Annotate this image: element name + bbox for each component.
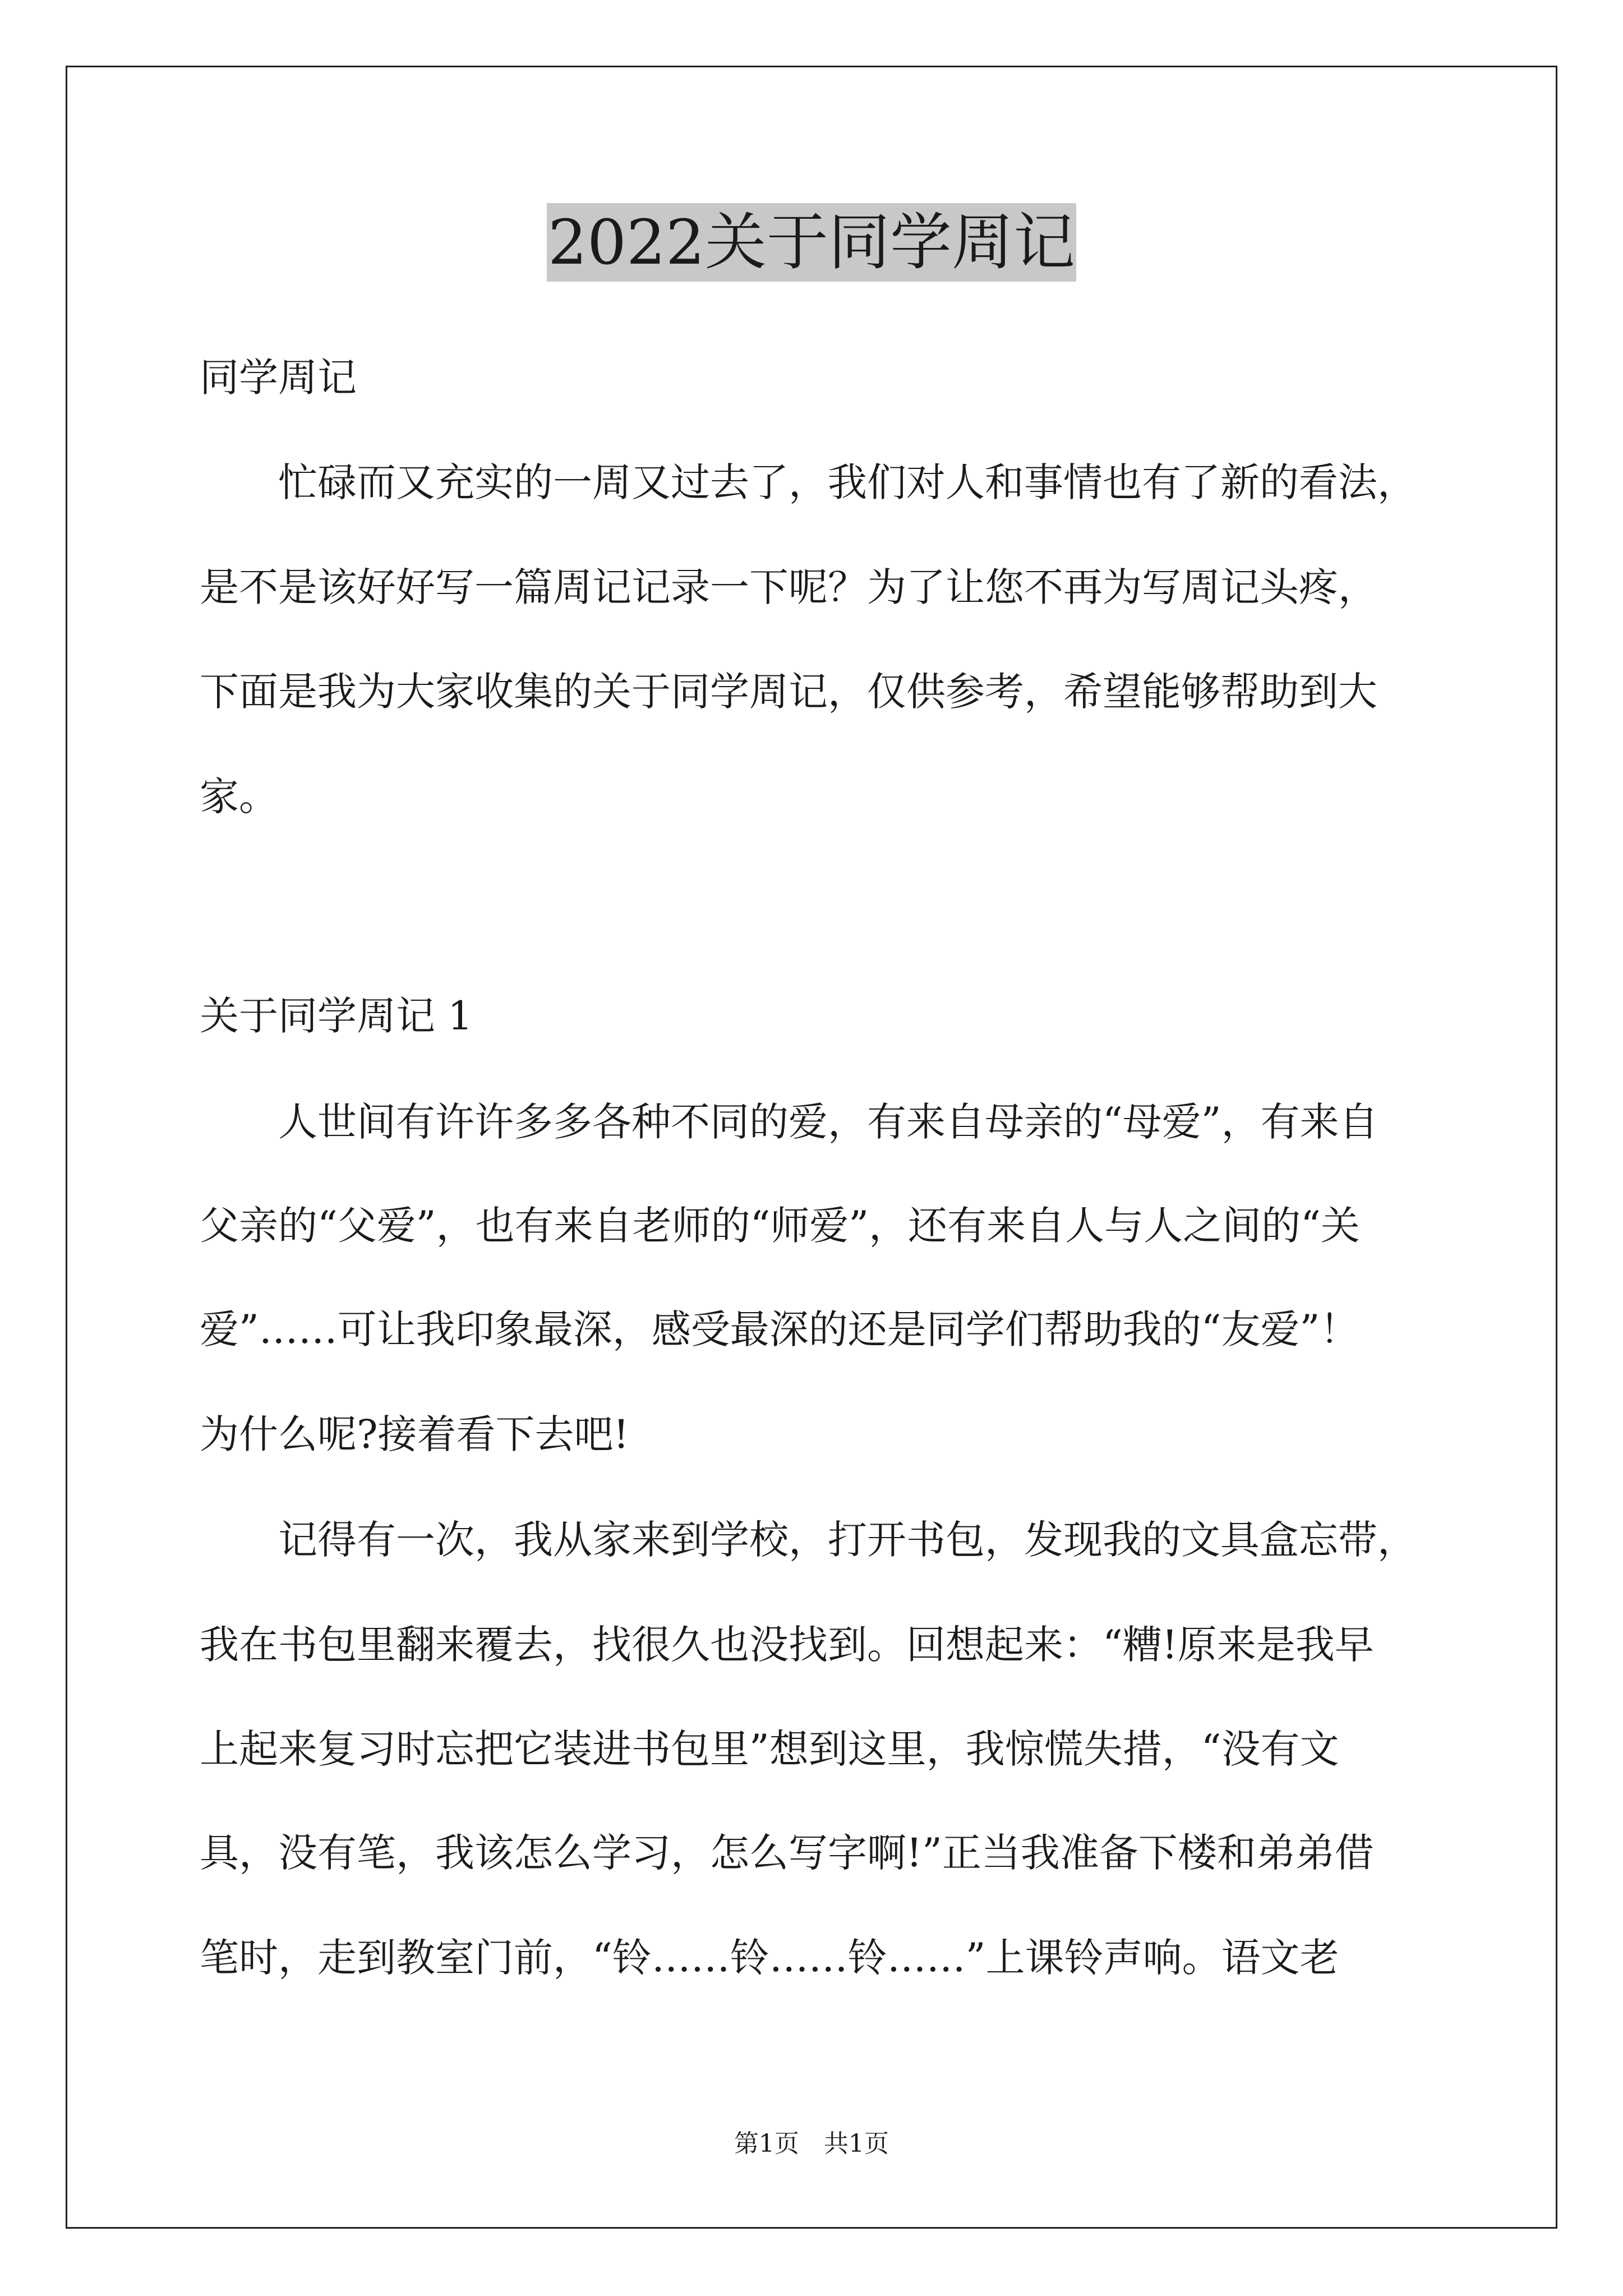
- body-line-4: 为什么呢?接着看下去吧!: [200, 1411, 629, 1457]
- intro-line-1: 忙碌而又充实的一周又过去了，我们对人和事情也有了新的看法，: [278, 459, 1417, 505]
- body-line-1: 人世间有许许多多各种不同的爱，有来自母亲的“母爱”，有来自: [278, 1099, 1378, 1145]
- intro-line-3: 下面是我为大家收集的关于同学周记，仅供参考，希望能够帮助到大: [200, 669, 1377, 715]
- body-line-9: 笔时，走到教室门前，“铃……铃……铃……”上课铃声响。语文老: [200, 1935, 1339, 1981]
- subheading: 同学周记: [200, 355, 357, 401]
- body-line-6: 我在书包里翻来覆去，找很久也没找到。回想起来：“糟!原来是我早: [200, 1622, 1374, 1668]
- title-wrap: [0, 203, 1623, 282]
- section-heading: 关于同学周记 1: [200, 993, 473, 1039]
- page-footer: 第1页 共1页: [734, 2129, 889, 2158]
- body-line-7: 上起来复习时忘把它装进书包里”想到这里，我惊慌失措，“没有文: [200, 1726, 1339, 1772]
- body-line-8: 具，没有笔，我该怎么学习，怎么写字啊!”正当我准备下楼和弟弟借: [200, 1830, 1374, 1876]
- intro-line-2: 是不是该好好写一篇周记记录一下呢？为了让您不再为写周记头疼，: [200, 564, 1377, 610]
- body-line-5: 记得有一次，我从家来到学校，打开书包，发现我的文具盒忘带，: [278, 1517, 1417, 1563]
- document-title: 2022关于同学周记: [547, 203, 1076, 282]
- body-line-2: 父亲的“父爱”，也有来自老师的“师爱”，还有来自人与人之间的“关: [200, 1203, 1360, 1249]
- intro-line-4: 家。: [200, 774, 278, 820]
- body-line-3: 爱”……可让我印象最深，感受最深的还是同学们帮助我的“友爱”！: [200, 1306, 1359, 1352]
